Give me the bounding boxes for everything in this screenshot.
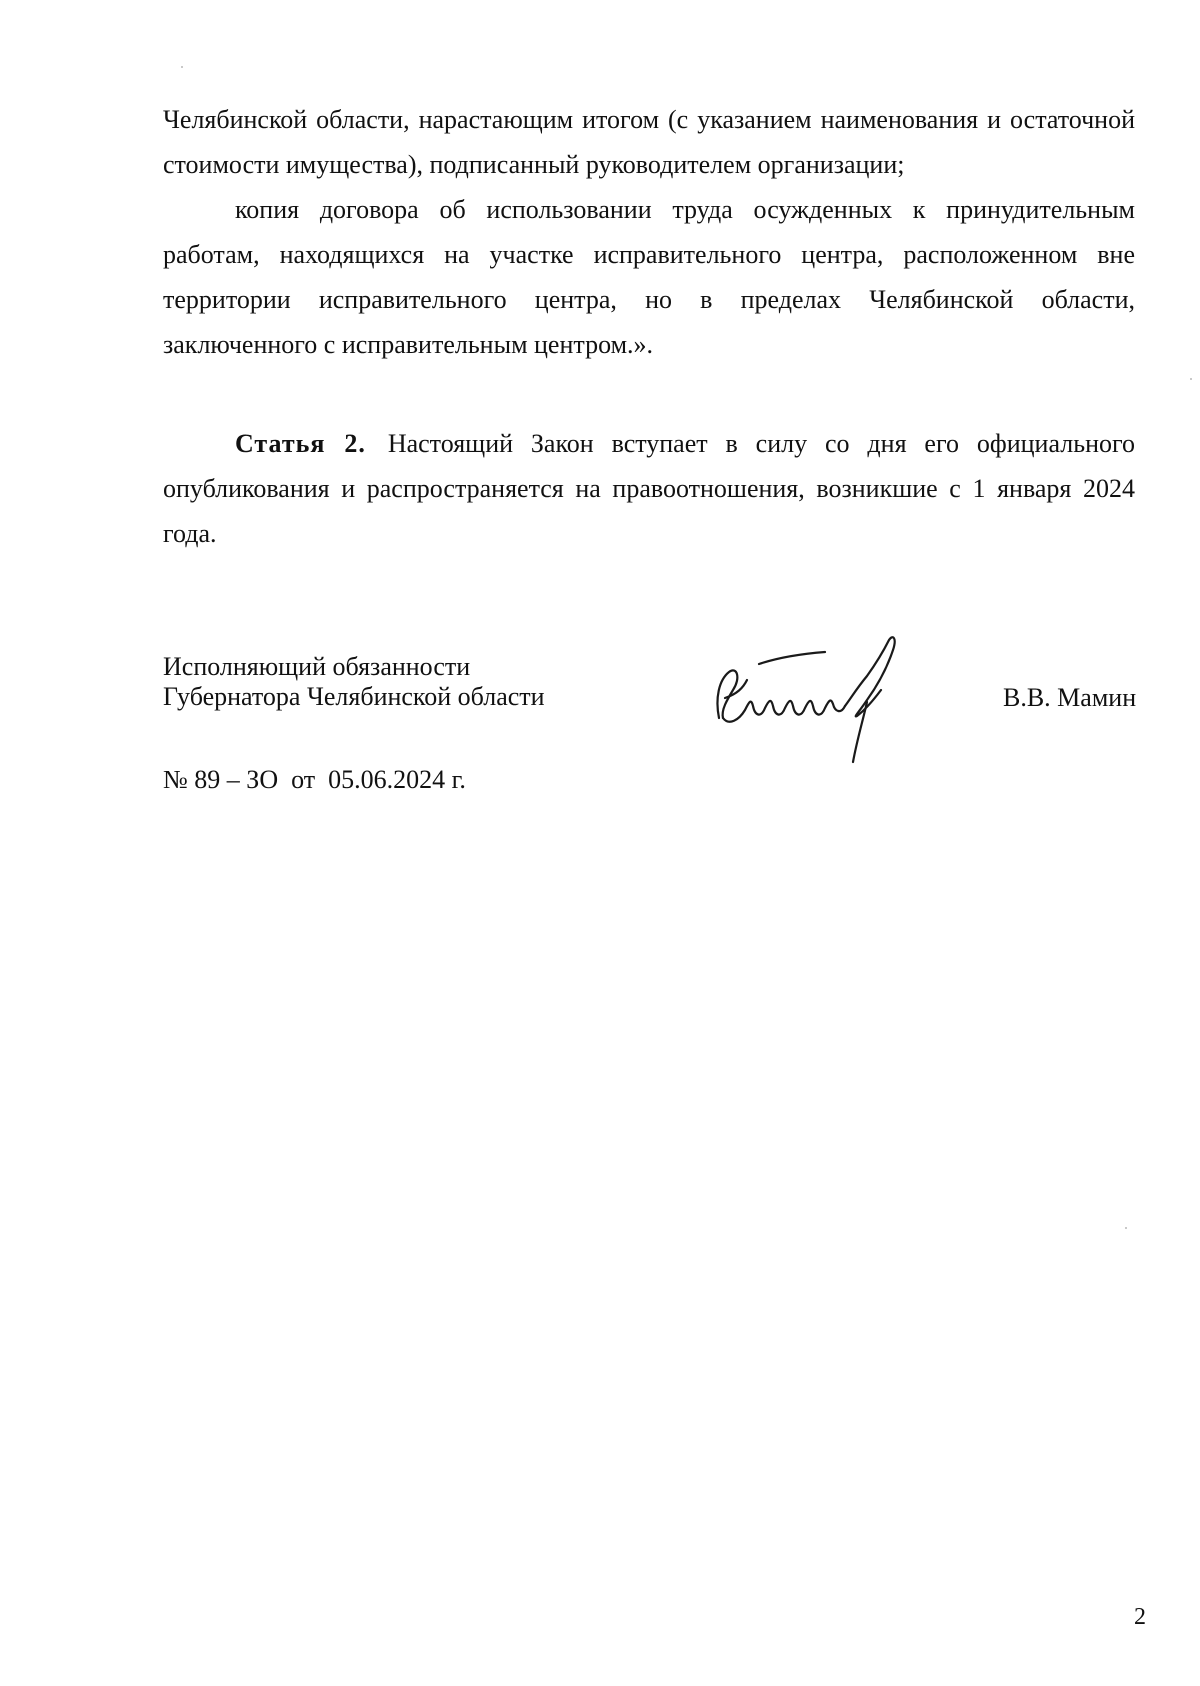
signer-name: В.В. Мамин [1003, 683, 1137, 712]
signer-position-line: Губернатора Челябинской области [163, 682, 545, 711]
law-number: № 89 – ЗО от 05.06.2024 г. [163, 765, 466, 794]
article-2-paragraph [163, 421, 1135, 556]
scan-speck [181, 66, 183, 68]
scan-speck [1190, 378, 1192, 380]
signer-position-line: Исполняющий обязанности [163, 652, 471, 681]
signer-position [163, 652, 545, 712]
handwritten-signature-icon [707, 628, 917, 773]
article-text: Настоящий Закон вступает в силу со дня его официального опубликования и распространяется на правоотношения, возникшие с 1 января 2024 года. [163, 429, 1135, 548]
page-number: 2 [1134, 1604, 1146, 1630]
article-label: Статья 2. [235, 429, 366, 458]
contract-copy-paragraph: копия договора об использовании труда осужденных к принудительным работам, находящихся на участке исправительного центра, расположенном вне территории исправительного центра, но в пределах Челябинской области, заключенного с исправительным центром.». [163, 195, 1135, 359]
scan-speck [1125, 1227, 1127, 1229]
continuation-paragraph: Челябинской области, нарастающим итогом (с указанием наименования и остаточной стоимости имущества), подписанный руководителем организации; [163, 105, 1135, 179]
